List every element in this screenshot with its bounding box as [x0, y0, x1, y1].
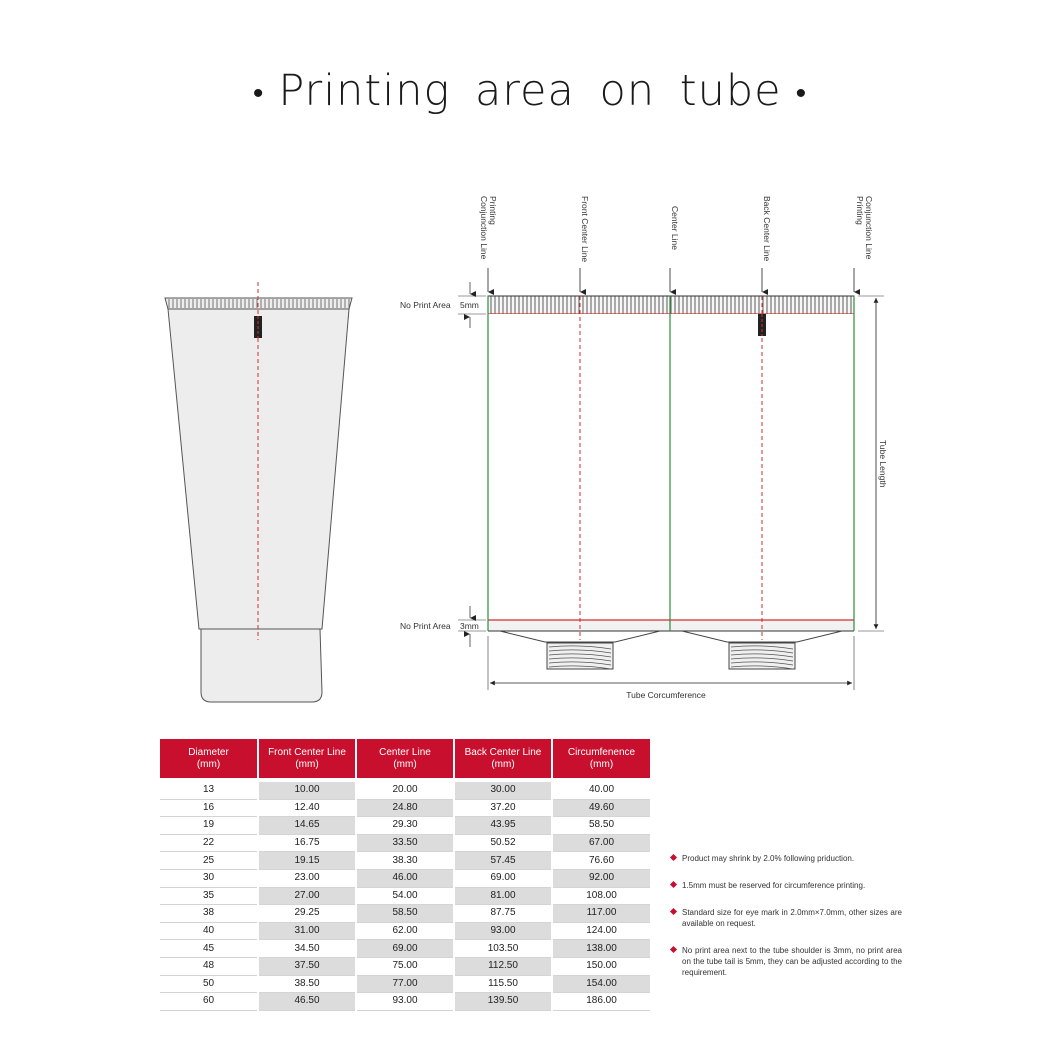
table-cell: 43.95	[454, 817, 552, 835]
table-cell: 87.75	[454, 905, 552, 923]
table-cell: 35	[160, 887, 258, 905]
table-cell: 38	[160, 905, 258, 923]
header-front-center-line: Front Center Line (mm)	[258, 739, 356, 780]
table-cell: 40	[160, 922, 258, 940]
print-area	[488, 314, 854, 620]
table-cell: 48	[160, 957, 258, 975]
table-cell: 69.00	[454, 869, 552, 887]
print-layout	[400, 196, 888, 700]
spec-table	[160, 739, 650, 1011]
no-print-bottom-label: No Print Area	[400, 621, 451, 631]
circumference-label: Tube Corcumference	[626, 690, 706, 700]
table-cell: 25	[160, 852, 258, 870]
note-item	[670, 853, 902, 864]
bottom-no-print-band	[488, 620, 854, 631]
table-cell: 81.00	[454, 887, 552, 905]
table-cell: 54.00	[356, 887, 454, 905]
table-cell: 57.45	[454, 852, 552, 870]
table-row	[160, 922, 650, 940]
label-conjunction-left-1: Printing	[488, 196, 498, 225]
table-cell: 16	[160, 799, 258, 817]
table-cell: 67.00	[552, 834, 650, 852]
diamond-bullet-icon	[670, 908, 677, 915]
diamond-bullet-icon	[670, 854, 677, 861]
spec-table-container	[160, 739, 650, 1011]
table-cell: 12.40	[258, 799, 356, 817]
label-conjunction-left-2: Conjunction Line	[479, 196, 489, 260]
table-row	[160, 993, 650, 1011]
table-cell: 40.00	[552, 780, 650, 799]
note-item	[670, 880, 902, 891]
label-back-center: Back Center Line	[762, 196, 772, 262]
table-cell: 60	[160, 993, 258, 1011]
note-text: Standard size for eye mark in 2.0mm×7.0mm, other sizes are available on request.	[682, 908, 902, 928]
label-center: Center Line	[670, 206, 680, 250]
table-cell: 31.00	[258, 922, 356, 940]
tube-illustration	[165, 282, 352, 702]
table-cell: 22	[160, 834, 258, 852]
table-cell: 19	[160, 817, 258, 835]
table-row	[160, 834, 650, 852]
tube-body	[168, 309, 349, 629]
left-thread	[547, 643, 613, 669]
table-row	[160, 869, 650, 887]
table-cell: 58.50	[356, 905, 454, 923]
table-cell: 50.52	[454, 834, 552, 852]
table-cell: 139.50	[454, 993, 552, 1011]
table-cell: 27.00	[258, 887, 356, 905]
title-bullet-right: •	[795, 76, 808, 111]
table-cell: 150.00	[552, 957, 650, 975]
table-cell: 186.00	[552, 993, 650, 1011]
table-cell: 108.00	[552, 887, 650, 905]
header-back-center-line: Back Center Line (mm)	[454, 739, 552, 780]
table-cell: 50	[160, 975, 258, 993]
table-cell: 138.00	[552, 940, 650, 958]
table-cell: 30.00	[454, 780, 552, 799]
table-cell: 38.50	[258, 975, 356, 993]
table-cell: 49.60	[552, 799, 650, 817]
table-cell: 58.50	[552, 817, 650, 835]
header-diameter: Diameter (mm)	[160, 739, 258, 780]
tube-length-label: Tube Length	[878, 440, 888, 488]
table-cell: 37.20	[454, 799, 552, 817]
table-cell: 69.00	[356, 940, 454, 958]
table-cell: 92.00	[552, 869, 650, 887]
title-bullet-left: •	[252, 76, 265, 111]
table-header-row	[160, 739, 650, 780]
table-cell: 93.00	[356, 993, 454, 1011]
table-cell: 33.50	[356, 834, 454, 852]
table-cell: 46.50	[258, 993, 356, 1011]
table-cell: 29.30	[356, 817, 454, 835]
table-cell: 45	[160, 940, 258, 958]
table-cell: 124.00	[552, 922, 650, 940]
table-cell: 103.50	[454, 940, 552, 958]
table-cell: 46.00	[356, 869, 454, 887]
table-cell: 30	[160, 869, 258, 887]
table-cell: 29.25	[258, 905, 356, 923]
header-circumference: Circumfenence (mm)	[552, 739, 650, 780]
no-print-bottom-dimension: 3mm	[460, 621, 479, 631]
table-cell: 112.50	[454, 957, 552, 975]
table-cell: 20.00	[356, 780, 454, 799]
label-conjunction-right-1: Printing	[855, 196, 865, 225]
table-cell: 93.00	[454, 922, 552, 940]
table-cell: 13	[160, 780, 258, 799]
table-row	[160, 940, 650, 958]
table-row	[160, 887, 650, 905]
note-text: No print area next to the tube shoulder is 3mm, no print area on the tube tail is 5mm, they can be adjusted according to the requirement.	[682, 946, 902, 977]
no-print-top-dimension: 5mm	[460, 300, 479, 310]
table-cell: 19.15	[258, 852, 356, 870]
notes-list	[670, 853, 902, 994]
diamond-bullet-icon	[670, 881, 677, 888]
header-center-line: Center Line (mm)	[356, 739, 454, 780]
table-cell: 34.50	[258, 940, 356, 958]
note-text: 1.5mm must be reserved for circumference printing.	[682, 881, 866, 890]
table-cell: 115.50	[454, 975, 552, 993]
table-cell: 14.65	[258, 817, 356, 835]
tube-shoulder-cap	[201, 629, 322, 702]
table-cell: 10.00	[258, 780, 356, 799]
table-cell: 38.30	[356, 852, 454, 870]
table-cell: 62.00	[356, 922, 454, 940]
diamond-bullet-icon	[670, 946, 677, 953]
table-cell: 76.60	[552, 852, 650, 870]
table-cell: 154.00	[552, 975, 650, 993]
table-row	[160, 780, 650, 799]
note-text: Product may shrink by 2.0% following priduction.	[682, 854, 855, 863]
table-row	[160, 852, 650, 870]
table-cell: 75.00	[356, 957, 454, 975]
table-cell: 37.50	[258, 957, 356, 975]
title-text: Printing area on tube	[278, 66, 782, 116]
table-cell: 23.00	[258, 869, 356, 887]
table-cell: 77.00	[356, 975, 454, 993]
table-body	[160, 780, 650, 1010]
label-conjunction-right-2: Conjunction Line	[864, 196, 874, 260]
table-cell: 117.00	[552, 905, 650, 923]
table-row	[160, 799, 650, 817]
table-row	[160, 817, 650, 835]
table-cell: 24.80	[356, 799, 454, 817]
table-row	[160, 905, 650, 923]
table-row	[160, 957, 650, 975]
label-front-center: Front Center Line	[580, 196, 590, 263]
right-thread	[729, 643, 795, 669]
note-item	[670, 907, 902, 929]
table-cell: 16.75	[258, 834, 356, 852]
no-print-top-label: No Print Area	[400, 300, 451, 310]
table-row	[160, 975, 650, 993]
note-item	[670, 945, 902, 978]
